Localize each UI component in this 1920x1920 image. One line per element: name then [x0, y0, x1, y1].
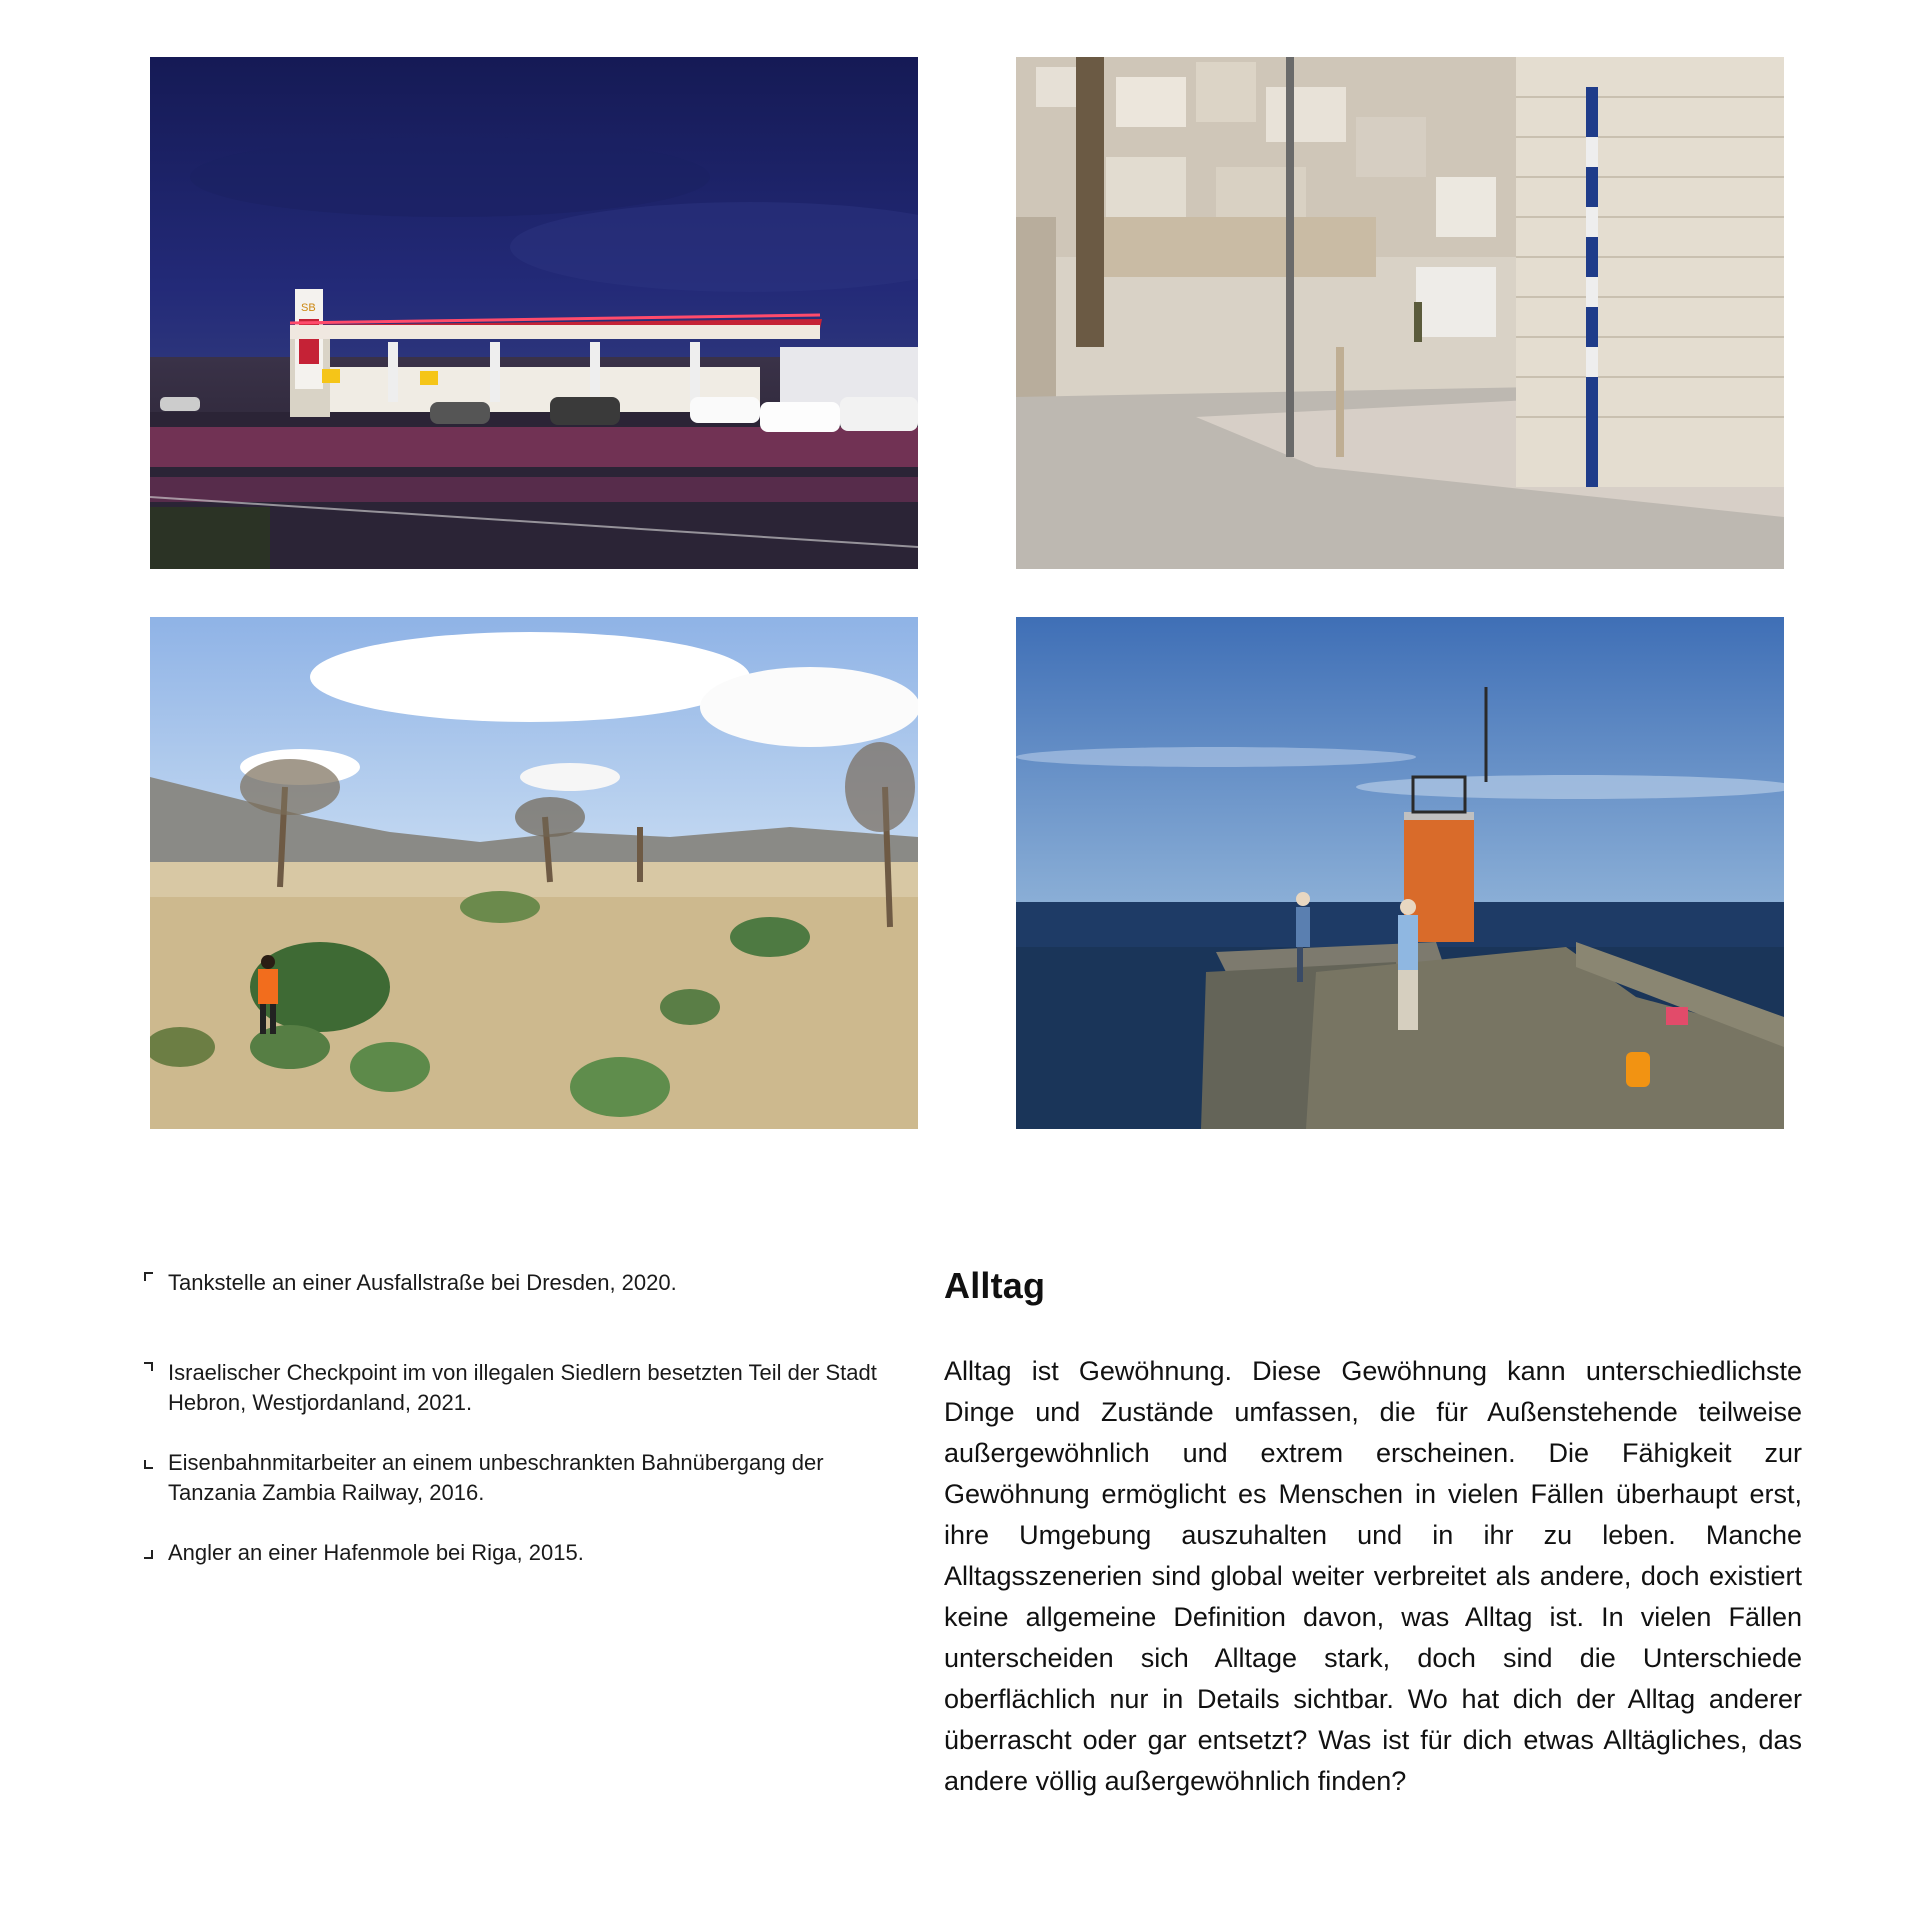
corner-top-left-icon — [144, 1272, 153, 1281]
pier-lighthouse-photo — [1016, 617, 1784, 1129]
caption-text: Angler an einer Hafenmole bei Riga, 2015. — [168, 1540, 584, 1565]
caption-top-left — [144, 1268, 884, 1298]
checkpoint-photo — [1016, 57, 1784, 569]
caption-bottom-right — [144, 1538, 884, 1568]
caption-text: Israelischer Checkpoint im von illegalen Siedlern besetzten Teil der Stadt Hebron, Westjordanland, 2021. — [168, 1360, 877, 1415]
corner-top-right-icon — [144, 1362, 153, 1371]
savanna-railway-photo — [150, 617, 918, 1129]
essay-title: Alltag — [944, 1265, 1046, 1306]
caption-top-right — [144, 1358, 884, 1418]
essay-body: Alltag ist Gewöhnung. Diese Gewöhnung kann unterschiedlichste Dinge und Zustände umfassen, die für Außenstehende teilweise außergewöhnlich und extrem erscheinen. Die Fähigkeit zur Gewöhnung ermöglicht es Menschen in vielen Fällen überhaupt erst, ihre Umgebung auszuhalten und in ihr zu leben. Manche Alltagsszenerien sind global weiter verbreitet als andere, doch existiert keine allgemeine Definition davon, was Alltag ist. In vielen Fällen unterscheiden sich Alltage stark, doch sind die Unterschiede oberflächlich nur in Details sichtbar. Wo hat dich der Alltag anderer überrascht oder gar entsetzt? Was ist für dich etwas Alltägliches, das andere völlig außergewöhnlich finden? — [944, 1356, 1802, 1796]
corner-bottom-right-icon — [144, 1550, 153, 1559]
essay-section — [944, 1265, 1802, 1802]
price-sign-brand: SB — [301, 302, 316, 314]
gas-station-photo — [150, 57, 918, 569]
photo-captions — [144, 1268, 884, 1568]
caption-text: Tankstelle an einer Ausfallstraße bei Dresden, 2020. — [168, 1270, 677, 1295]
corner-bottom-left-icon — [144, 1460, 153, 1469]
caption-bottom-left — [144, 1448, 884, 1508]
caption-text: Eisenbahnmitarbeiter an einem unbeschrankten Bahnübergang der Tanzania Zambia Railway, 2016. — [168, 1450, 824, 1505]
